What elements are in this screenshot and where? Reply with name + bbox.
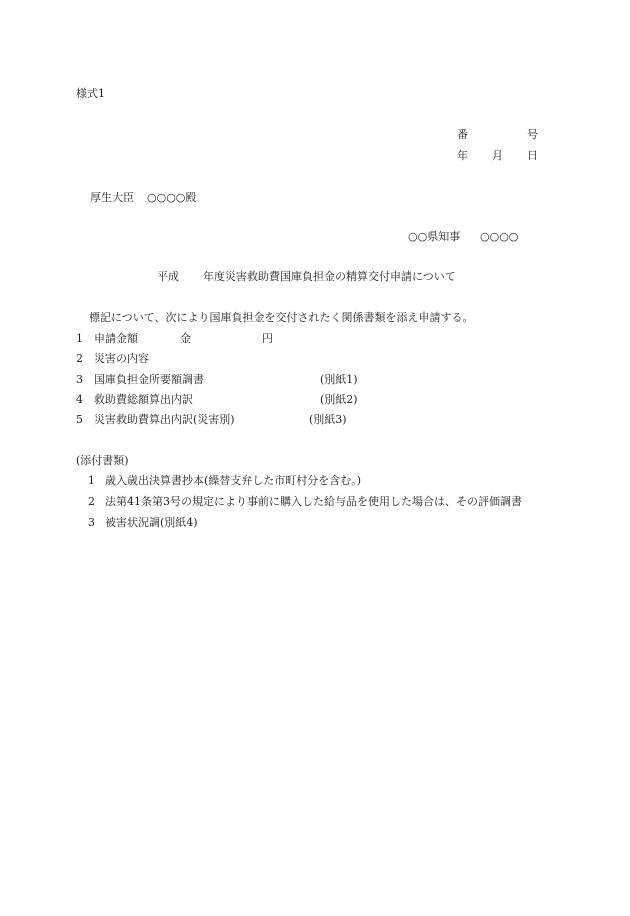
date-day-label: 日 — [527, 149, 538, 162]
attachment-text: 被害状況調(別紙4) — [105, 516, 198, 529]
amount-unit: 円 — [262, 332, 273, 345]
intro-text: 標記について、次により国庫負担金を交付されたく関係書類を添え申請する。 — [89, 311, 474, 324]
item-number: 3 — [76, 373, 83, 386]
attachment-text: 法第41条第3号の規定により事前に購入した給与品を使用した場合は、その評価調書 — [105, 495, 522, 508]
number-label-right: 号 — [527, 128, 538, 141]
attachment-number: 3 — [88, 516, 95, 529]
item-label: 申請金額 — [94, 332, 138, 345]
attachment-number: 1 — [88, 474, 95, 487]
item-number: 5 — [76, 413, 83, 426]
recipient-title: 厚生大臣 — [90, 191, 134, 204]
date-year-label: 年 — [457, 149, 468, 162]
item-label: 救助費総額算出内訳 — [94, 393, 193, 406]
sender-name: ○○○○ — [480, 230, 519, 243]
item-note: (別紙3) — [309, 413, 347, 426]
attachment-number: 2 — [88, 495, 95, 508]
date-month-label: 月 — [492, 149, 503, 162]
item-note: (別紙1) — [320, 373, 358, 386]
form-id: 様式1 — [76, 87, 105, 100]
recipient-name: ○○○○殿 — [147, 191, 197, 204]
item-number: 4 — [76, 393, 83, 406]
number-label-left: 番 — [457, 128, 468, 141]
attachment-text: 歳入歳出決算書抄本(繰替支弁した市町村分を含む。) — [105, 474, 362, 487]
item-label: 国庫負担金所要額調書 — [94, 373, 204, 386]
item-label: 災害の内容 — [94, 352, 149, 365]
item-number: 1 — [76, 332, 83, 345]
item-note: (別紙2) — [320, 393, 358, 406]
item-label: 災害救助費算出内訳(災害別) — [94, 413, 235, 426]
sender-title: ○○県知事 — [408, 230, 461, 243]
attachments-heading: (添付書類) — [76, 454, 129, 467]
amount-prefix: 金 — [180, 332, 191, 345]
item-number: 2 — [76, 352, 83, 365]
subject-era: 平成 — [157, 270, 179, 283]
subject-text: 年度災害救助費国庫負担金の精算交付申請について — [203, 270, 456, 283]
